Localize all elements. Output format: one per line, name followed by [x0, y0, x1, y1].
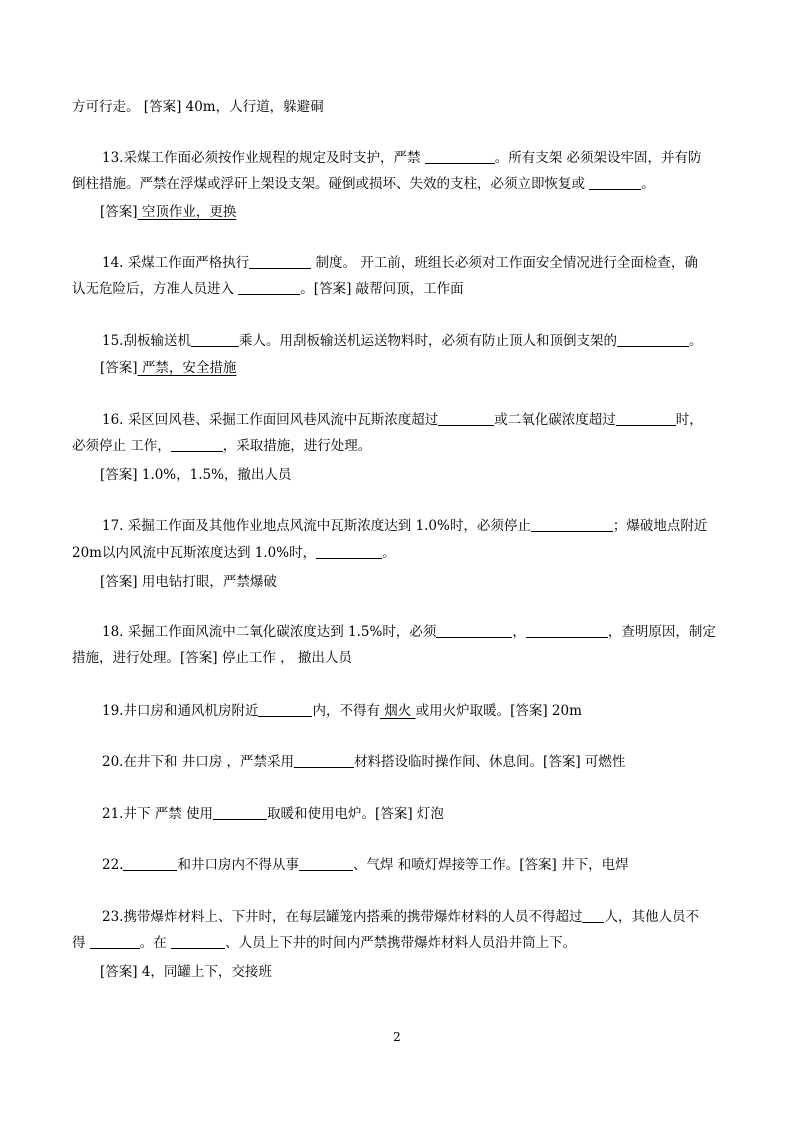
q13-blank-2	[589, 175, 641, 190]
q16-blank-3	[171, 437, 223, 452]
q14-blank-1	[249, 254, 311, 269]
q16-line-2	[72, 436, 371, 456]
q17-text-1a: 17. 采掘工作面及其他作业地点风流中瓦斯浓度达到 1.0%时，必须停止	[102, 518, 531, 534]
q15-blank-1	[191, 332, 239, 347]
q17-blank-1	[531, 517, 613, 532]
q16-blank-1	[438, 411, 494, 426]
q16-text-2a: 必须停止 工作，	[72, 438, 171, 454]
q15-answer	[100, 358, 236, 378]
q15-line-1	[102, 331, 702, 351]
q16-answer: [答案] 1.0%，1.5%，撤出人员	[100, 467, 292, 483]
q21-text-b: 取暖和使用电炉。[答案] 灯泡	[267, 806, 444, 822]
q20-blank-1	[294, 753, 354, 768]
q13-line-2	[72, 174, 655, 194]
q15-text-1b: 乘人。用刮板输送机运送物料时，必须有防止顶人和顶倒支架的	[238, 333, 617, 349]
q13-answer	[100, 202, 236, 222]
page-number: 2	[393, 1030, 401, 1044]
q16-text-2b: ，采取措施，进行处理。	[222, 438, 372, 454]
q23-text-1a: 23.携带爆炸材料上、下井时，在每层罐笼内搭乘的携带爆炸材料的人员不得超过	[102, 909, 583, 925]
q17-text-2b: 。	[382, 545, 396, 561]
q23-text-2a: 得	[72, 935, 90, 951]
q18-text-1c: ，查明原因，制定	[607, 624, 716, 640]
q17-line-1	[102, 516, 707, 536]
q22-line	[102, 855, 629, 875]
q19-blank-1	[258, 702, 312, 717]
q18-line-2: 措施，进行处理。[答案] 停止工作 ， 撤出人员	[72, 650, 352, 666]
q23-blank-1	[582, 908, 604, 923]
q20-text-b: 材料搭设临时操作间、休息间。[答案] 可燃性	[354, 754, 626, 770]
q23-blank-2	[90, 934, 140, 949]
q21-blank-1	[213, 805, 267, 820]
q14-text-2b: 。[答案] 敲帮问顶，工作面	[300, 281, 464, 297]
q17-line-2	[72, 543, 396, 563]
q21-line	[102, 804, 444, 824]
q23-line-2	[72, 933, 576, 953]
q12-tail-text: 方可行走。	[72, 99, 144, 115]
q15-blank-2	[617, 332, 689, 347]
q22-text-b: 和井口房内不得从事	[177, 857, 299, 873]
q23-text-2c: 、人员上下井的时间内严禁携带爆炸材料人员沿井筒上下。	[225, 935, 577, 951]
q18-blank-1	[436, 623, 512, 638]
q15-text-1c: 。	[688, 333, 703, 349]
q23-blank-3	[171, 934, 225, 949]
q12-answer: [答案] 40m，人行道，躲避硐	[143, 99, 324, 115]
q16-text-1b: 或二氧化碳浓度超过	[494, 412, 616, 428]
q13-text-1a: 13.采煤工作面必须按作业规程的规定及时支护，严禁	[102, 150, 425, 166]
q18-text-1a: 18. 采掘工作面风流中二氧化碳浓度达到 1.5%时，必须	[102, 624, 437, 640]
q21-text-a: 21.井下 严禁 使用	[102, 806, 214, 822]
q14-line-2	[72, 279, 464, 299]
q18-blank-2	[526, 623, 608, 638]
q18-line-1	[102, 622, 716, 642]
q19-text-a: 19.井口房和通风机房附近	[102, 703, 259, 719]
q19-text-d: 或用火炉取暖。[答案] 20m	[415, 703, 582, 719]
q13-answer-prefix: [答案]	[100, 204, 138, 220]
q17-answer: [答案] 用电钻打眼，严禁爆破	[100, 574, 277, 590]
q13-line-1	[102, 148, 702, 168]
q20-text-a: 20.在井下和 井口房 ，严禁采用	[102, 754, 295, 770]
q13-answer-value: 空顶作业，更换	[137, 204, 237, 220]
q14-line-1	[102, 253, 698, 273]
q19-text-b: 内，不得有	[312, 703, 380, 719]
q13-blank-1	[425, 149, 495, 164]
q16-text-1a: 16. 采区回风巷、采掘工作面回风巷风流中瓦斯浓度超过	[102, 412, 439, 428]
q22-text-a: 22.	[102, 857, 124, 873]
q23-line-1	[102, 907, 699, 927]
q16-text-1c: 时，	[675, 412, 703, 428]
q20-line	[102, 752, 625, 772]
q18-text-1b: ，	[512, 624, 526, 640]
q22-blank-2	[299, 856, 353, 871]
q19-line	[102, 701, 582, 721]
q23-text-2b: 。在	[139, 935, 172, 951]
q17-text-2a: 20m以内风流中瓦斯浓度达到 1.0%时，	[72, 545, 317, 561]
q15-answer-prefix: [答案]	[100, 360, 138, 376]
q15-text-1a: 15.刮板输送机	[102, 333, 191, 349]
q13-text-1b: 。所有支架 必须架设牢固，并有防	[494, 150, 702, 166]
q22-text-c: 、气焊 和喷灯焊接等工作。[答案] 井下，电焊	[352, 857, 629, 873]
q22-blank-1	[123, 856, 177, 871]
q17-text-1b: ；爆破地点附近	[612, 518, 708, 534]
q14-text-1b: 制度。 开工前，班组长必须对工作面安全情况进行全面检查，确	[311, 255, 698, 271]
q17-blank-2	[316, 544, 382, 559]
q12-tail-line	[72, 97, 324, 117]
q23-answer: [答案] 4，同罐上下，交接班	[100, 964, 272, 980]
q23-text-1b: 人，其他人员不	[604, 909, 699, 925]
q16-line-1	[102, 410, 703, 430]
q19-underlined-fire: 烟火	[379, 703, 416, 719]
q16-blank-2	[616, 411, 676, 426]
q15-answer-value: 严禁，安全措施	[137, 360, 237, 376]
q13-text-2a: 倒柱措施。严禁在浮煤或浮矸上架设支架。碰倒或损坏、失效的支柱，必须立即恢复或	[72, 176, 590, 192]
q14-text-1a: 14. 采煤工作面严格执行	[102, 255, 250, 271]
q14-text-2a: 认无危险后，方准人员进入	[72, 281, 239, 297]
q13-text-2b: 。	[641, 176, 655, 192]
q14-blank-2	[238, 280, 300, 295]
